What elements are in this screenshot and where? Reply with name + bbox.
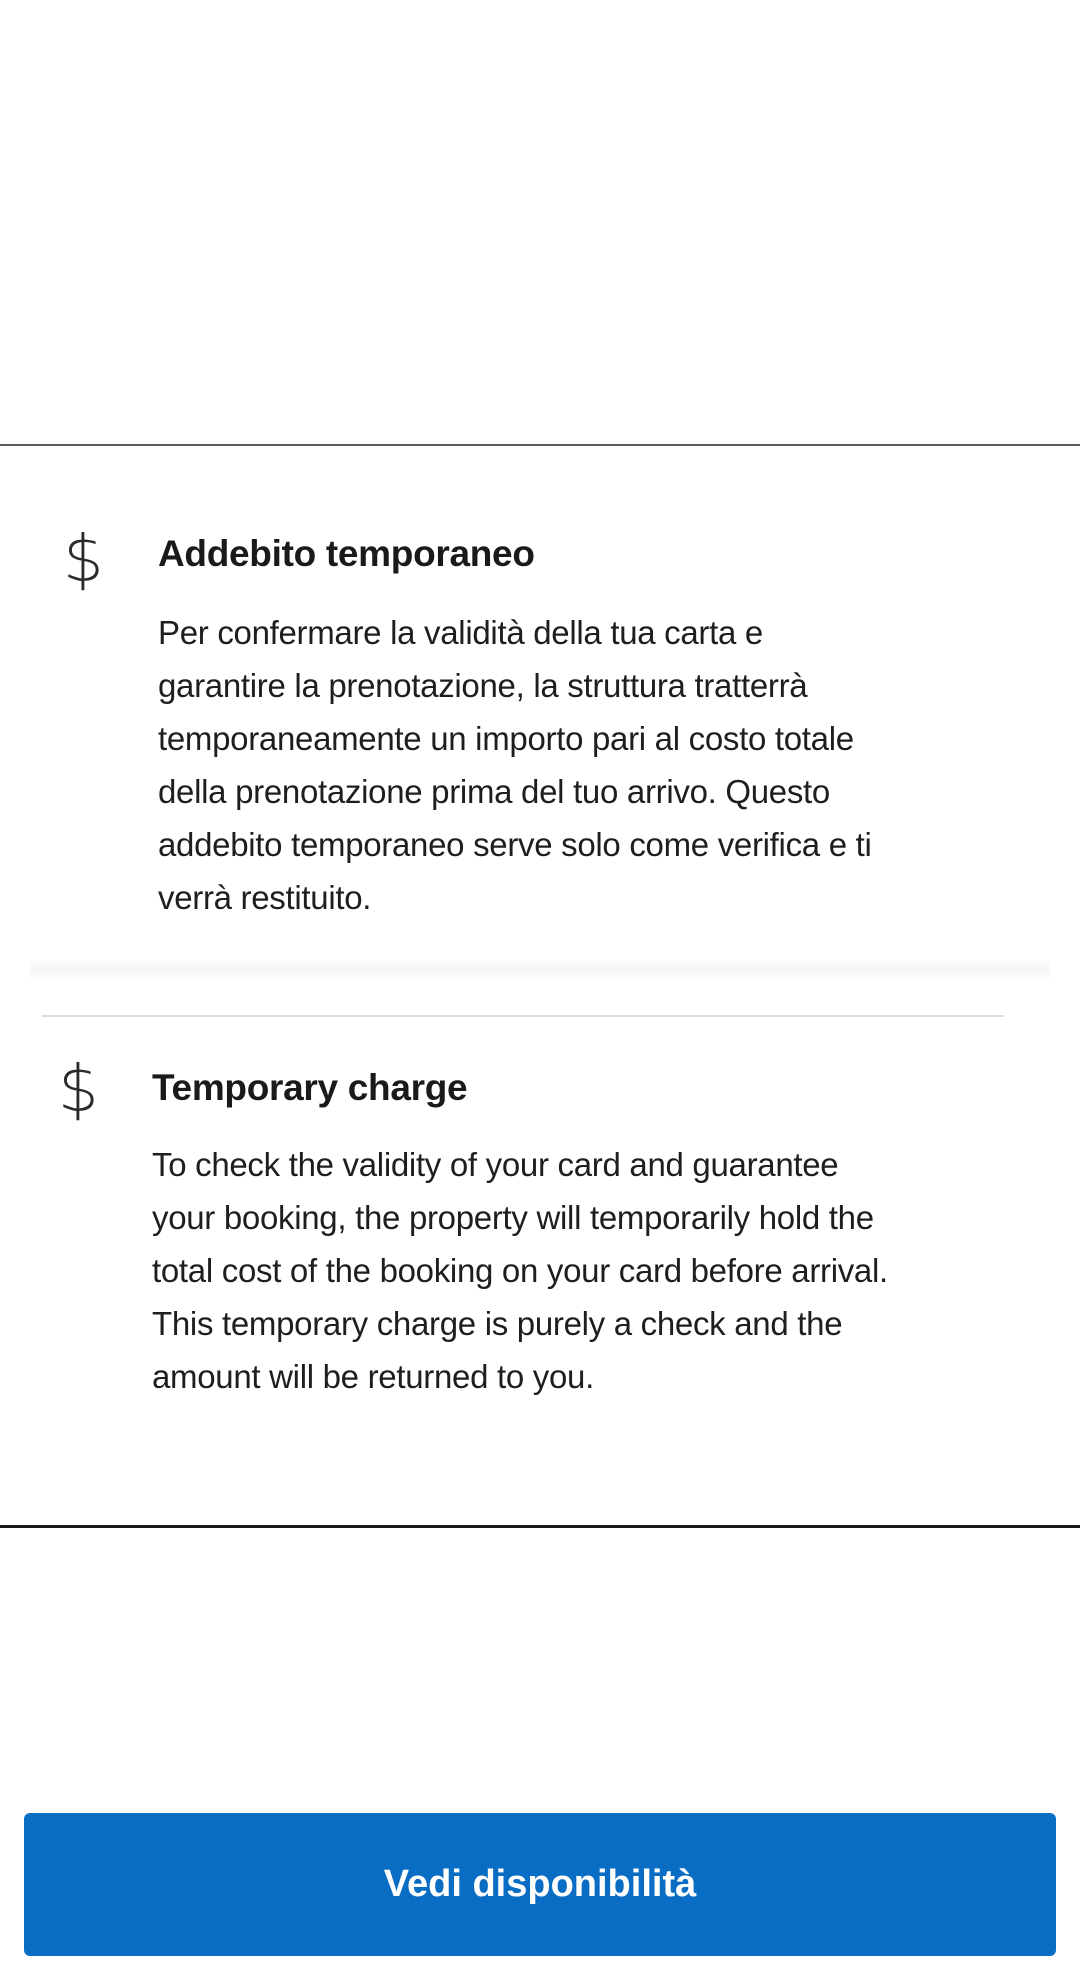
section-title: Temporary charge [152,1067,468,1108]
body-line: addebito temporaneo serve solo come verifica e ti [158,826,872,863]
body-line: della prenotazione prima del tuo arrivo. Questo [158,773,830,810]
see-availability-button[interactable]: Vedi disponibilità [24,1813,1056,1956]
section-body [158,606,1018,924]
charge-info-panel [0,444,1080,1528]
body-line: Per confermare la validità della tua carta e [158,614,763,651]
section-shadow [30,959,1050,981]
section-divider [42,1015,1004,1017]
body-line: amount will be returned to you. [152,1358,594,1395]
section-title: Addebito temporaneo [158,533,535,574]
body-line: total cost of the booking on your card before arrival. [152,1252,888,1289]
body-line: your booking, the property will temporarily hold the [152,1199,874,1236]
dollar-icon: $ [63,523,104,597]
body-line: verrà restituito. [158,879,372,916]
section-body [152,1138,1022,1403]
body-line: garantire la prenotazione, la struttura tratterrà [158,667,808,704]
body-line: This temporary charge is purely a check and the [152,1305,843,1342]
top-blank-area [0,0,1080,444]
dollar-icon: $ [58,1053,99,1127]
body-line: To check the validity of your card and guarantee [152,1146,839,1183]
body-line: temporaneamente un importo pari al costo totale [158,720,854,757]
